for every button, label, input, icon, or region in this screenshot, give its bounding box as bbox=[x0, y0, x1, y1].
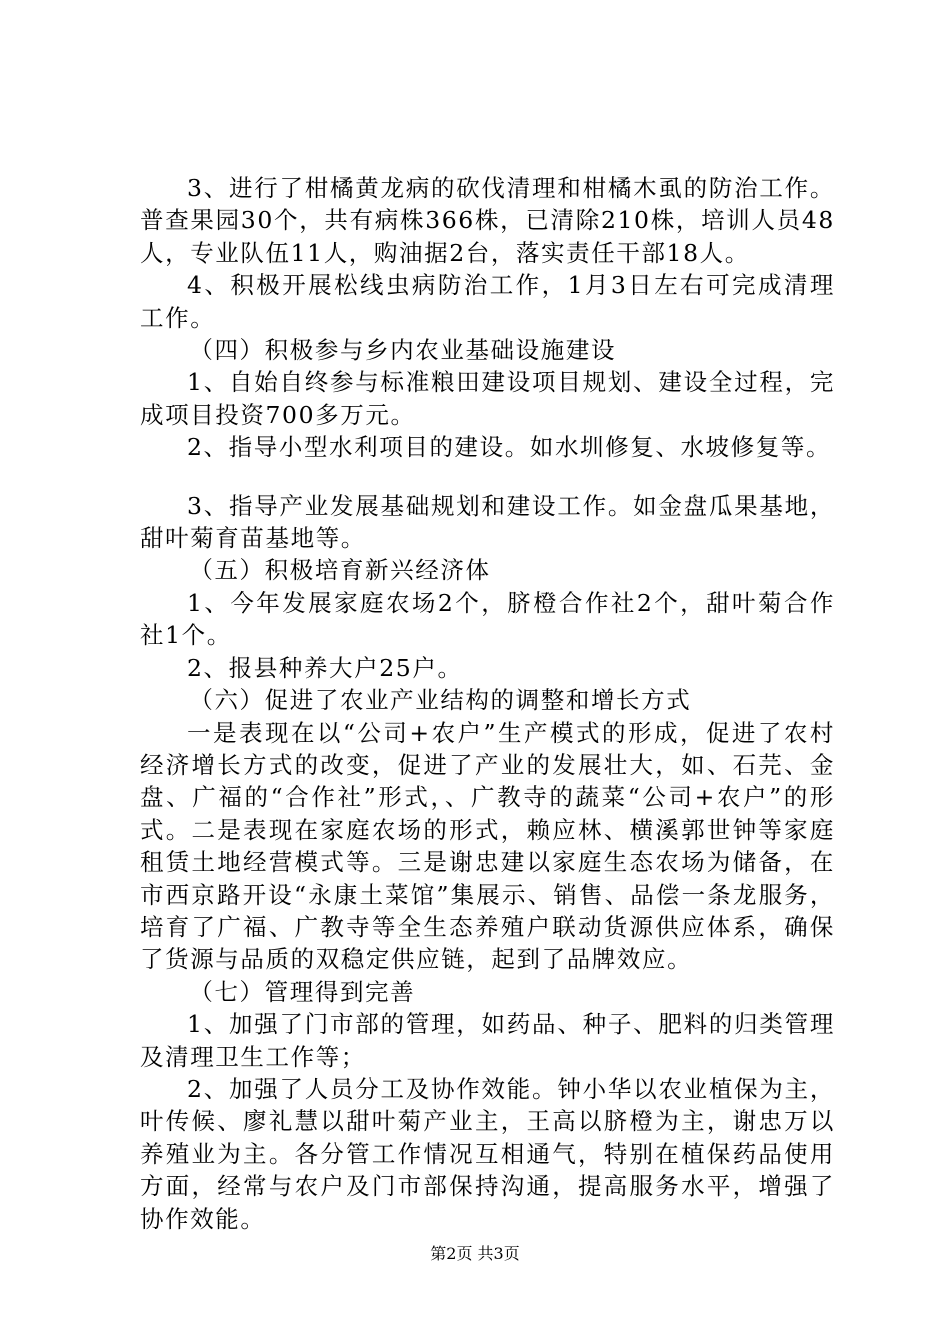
section-heading-5: （五）积极培育新兴经济体 bbox=[189, 556, 491, 585]
paragraph-pine-nematode-control: 4、积极开展松线虫病防治工作，1月3日左右可完成清理工作。 bbox=[140, 271, 835, 332]
section-heading-7: （七）管理得到完善 bbox=[189, 977, 416, 1006]
paragraph-grain-field-project: 1、自始自终参与标准粮田建设项目规划、建设全过程，完成项目投资700多万元。 bbox=[140, 368, 835, 429]
section-heading-6: （六）促进了农业产业结构的调整和增长方式 bbox=[189, 686, 692, 715]
paragraph-staff-division: 2、加强了人员分工及协作效能。钟小华以农业植保为主，叶传候、廖礼慧以甜叶菊产业主，王高以脐橙为主，谢忠万以养殖业为主。各分管工作情况互相通气，特别在植保药品使用方面，经常与农户及门市部保持沟通，提高服务水平，增强了协作效能。 bbox=[140, 1074, 835, 1233]
document-body bbox=[140, 172, 835, 1235]
paragraph-citrus-disease-control: 3、进行了柑橘黄龙病的砍伐清理和柑橘木虱的防治工作。普查果园30个，共有病株366株，已清除210株，培训人员48人，专业队伍11人，购油据2台，落实责任干部18人。 bbox=[140, 174, 835, 267]
page-footer bbox=[0, 1244, 950, 1264]
paragraph-industry-planning: 3、指导产业发展基础规划和建设工作。如金盘瓜果基地，甜叶菊育苗基地等。 bbox=[140, 491, 835, 553]
paragraph-growth-models: 一是表现在以“公司+农户”生产模式的形成，促进了农村经济增长方式的改变，促进了产业的发展壮大，如、石芫、金盘、广福的“合作社”形式，、广教寺的蔬菜“公司+农户”的形式。二是表现在家庭农场的形式，赖应林、横溪郭世钟等家庭租赁土地经营模式等。三是谢忠建以家庭生态农场为储备，在市西京路开设“永康土菜馆”集展示、销售、品偿一条龙服务，培育了广福、广教寺等全生态养殖户联动货源供应体系，确保了货源与品质的双稳定供应链，起到了品牌效应。 bbox=[140, 718, 835, 974]
page-number: 第2页 共3页 bbox=[430, 1244, 520, 1263]
paragraph-store-management: 1、加强了门市部的管理，如药品、种子、肥料的归类管理及清理卫生工作等； bbox=[140, 1010, 835, 1071]
paragraph-family-farms: 1、今年发展家庭农场2个，脐橙合作社2个，甜叶菊合作社1个。 bbox=[140, 588, 835, 650]
paragraph-large-growers: 2、报县种养大户25户。 bbox=[187, 653, 463, 682]
section-heading-4: （四）积极参与乡内农业基础设施建设 bbox=[189, 336, 617, 365]
paragraph-water-projects: 2、指导小型水利项目的建设。如水圳修复、水坡修复等。 bbox=[187, 433, 832, 462]
